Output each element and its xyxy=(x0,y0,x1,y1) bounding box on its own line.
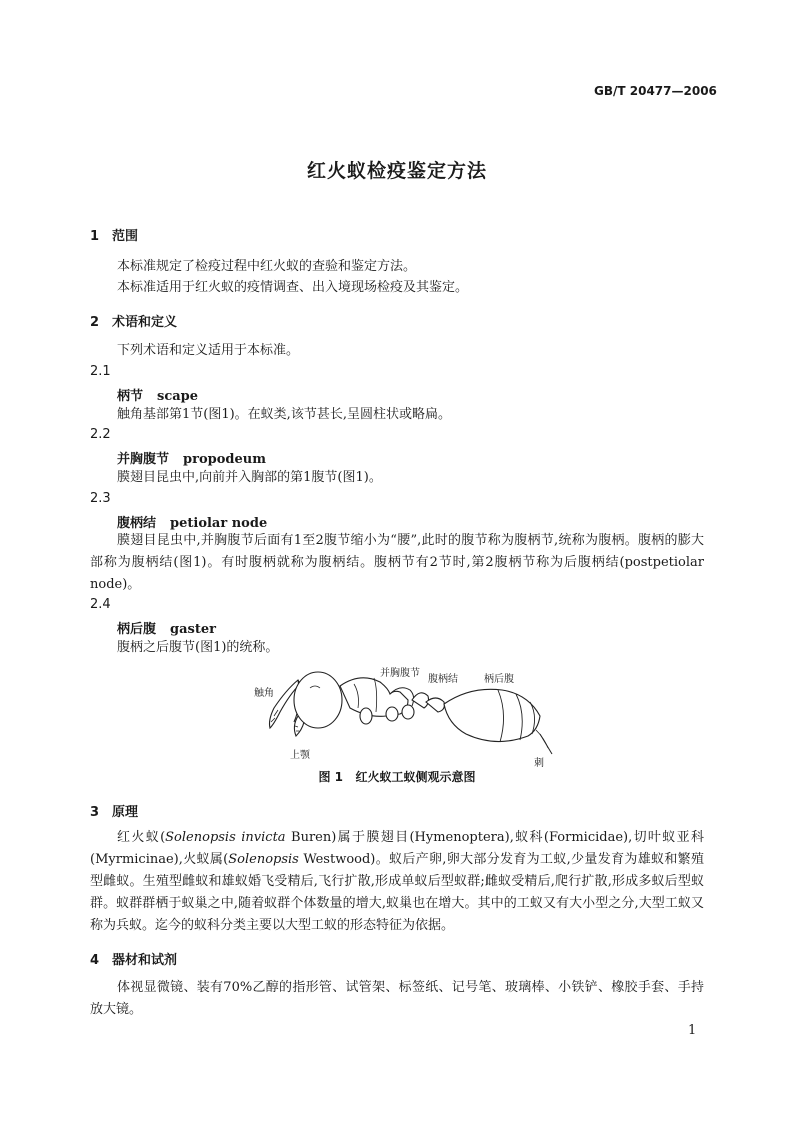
section-title: 范围 xyxy=(112,229,139,244)
paragraph: 体视显微镜、装有70%乙醇的指形管、试管架、标签纸、记号笔、玻璃棒、小铁铲、橡胶手套、手持放大镜。 xyxy=(90,980,704,1017)
figure-label-sting: 刺 xyxy=(534,758,544,769)
section-number: 2 xyxy=(90,315,100,330)
term-zh: 柄后腹 xyxy=(117,622,157,637)
term-zh: 柄节 xyxy=(117,389,144,404)
figure-label-propodeum: 并胸腹节 xyxy=(380,668,420,679)
term-definition: 膜翅目昆虫中,向前并入胸部的第1腹节(图1)。 xyxy=(117,470,382,485)
figure-caption: 图 1 红火蚁工蚁侧观示意图 xyxy=(318,770,476,784)
term-entry xyxy=(117,385,198,404)
page-title: 红火蚁检疫鉴定方法 xyxy=(306,160,487,182)
clause-number: 2.4 xyxy=(90,597,111,612)
page-number: 1 xyxy=(688,1023,697,1038)
figure-1 xyxy=(240,664,560,769)
section-2-heading xyxy=(90,311,177,330)
term-entry xyxy=(117,448,266,467)
paragraph: 下列术语和定义适用于本标准。 xyxy=(117,343,300,358)
scientific-name: Solenopsis invicta xyxy=(165,830,286,845)
section-1-heading xyxy=(90,225,138,244)
clause-number: 2.3 xyxy=(90,491,111,506)
principle-paragraph xyxy=(90,827,704,937)
figure-label-mandible: 上颚 xyxy=(290,750,310,761)
term-zh: 并胸腹节 xyxy=(117,452,170,467)
section-title: 原理 xyxy=(112,805,139,820)
term-en: scape xyxy=(157,389,199,404)
text-run: 红火蚁( xyxy=(117,830,166,845)
section-number: 3 xyxy=(90,805,100,820)
term-definition: 触角基部第1节(图1)。在蚁类,该节甚长,呈圆柱状或略扁。 xyxy=(117,407,451,422)
standard-number: GB/T 20477—2006 xyxy=(594,84,717,98)
figure-label-antenna: 触角 xyxy=(254,688,274,699)
section-number: 1 xyxy=(90,229,100,244)
clause-number: 2.2 xyxy=(90,427,111,442)
term-zh: 腹柄结 xyxy=(117,516,157,531)
paragraph: 本标准适用于红火蚁的疫情调查、出入境现场检疫及其鉴定。 xyxy=(117,280,469,295)
figure-label-gaster: 柄后腹 xyxy=(484,674,514,685)
term-en: propodeum xyxy=(183,452,266,467)
term-definition: 膜翅目昆虫中,并胸腹节后面有1至2腹节缩小为“腰”,此时的腹节称为腹柄节,统称为腹柄。腹柄的膨大部称为腹柄结(图1)。有时腹柄就称为腹柄结。腹柄节有2节时,第2腹柄节称为后腹柄结(postpetiolar node)。 xyxy=(90,533,704,592)
section-3-heading xyxy=(90,801,138,820)
text-run: Westwood)。蚁后产卵,卵大部分发育为工蚁,少量发育为雄蚁和繁殖型雌蚁。生殖型雌蚁和雄蚁婚飞受精后,飞行扩散,形成单蚁后型蚁群;雌蚁受精后,爬行扩散,形成多蚁后型蚁群。蚁群群栖于蚁巢之中,随着蚁群个体数量的增大,蚁巢也在增大。其中的工蚁又有大小型之分,大型工蚁又称为兵蚁。迄今的蚁科分类主要以大型工蚁的形态特征为依据。 xyxy=(90,852,704,933)
section-number: 4 xyxy=(90,953,100,968)
term-entry xyxy=(117,618,216,637)
section-title: 术语和定义 xyxy=(112,315,178,330)
term-definition: 腹柄之后腹节(图1)的统称。 xyxy=(117,640,279,655)
clause-number: 2.1 xyxy=(90,364,111,379)
term-entry xyxy=(117,512,267,531)
text-run: Buren)属于膜翅目(Hymenoptera),蚁科(Formicidae),切叶蚁亚科(Myrmicinae),火蚁属( xyxy=(90,830,705,867)
paragraph: 本标准规定了检疫过程中红火蚁的查验和鉴定方法。 xyxy=(117,259,417,274)
term-en: gaster xyxy=(170,622,216,637)
figure-label-petiole: 腹柄结 xyxy=(428,674,458,685)
section-title: 器材和试剂 xyxy=(112,953,178,968)
term-en: petiolar node xyxy=(170,516,268,531)
scientific-name: Solenopsis xyxy=(228,852,299,867)
section-4-heading xyxy=(90,949,177,968)
